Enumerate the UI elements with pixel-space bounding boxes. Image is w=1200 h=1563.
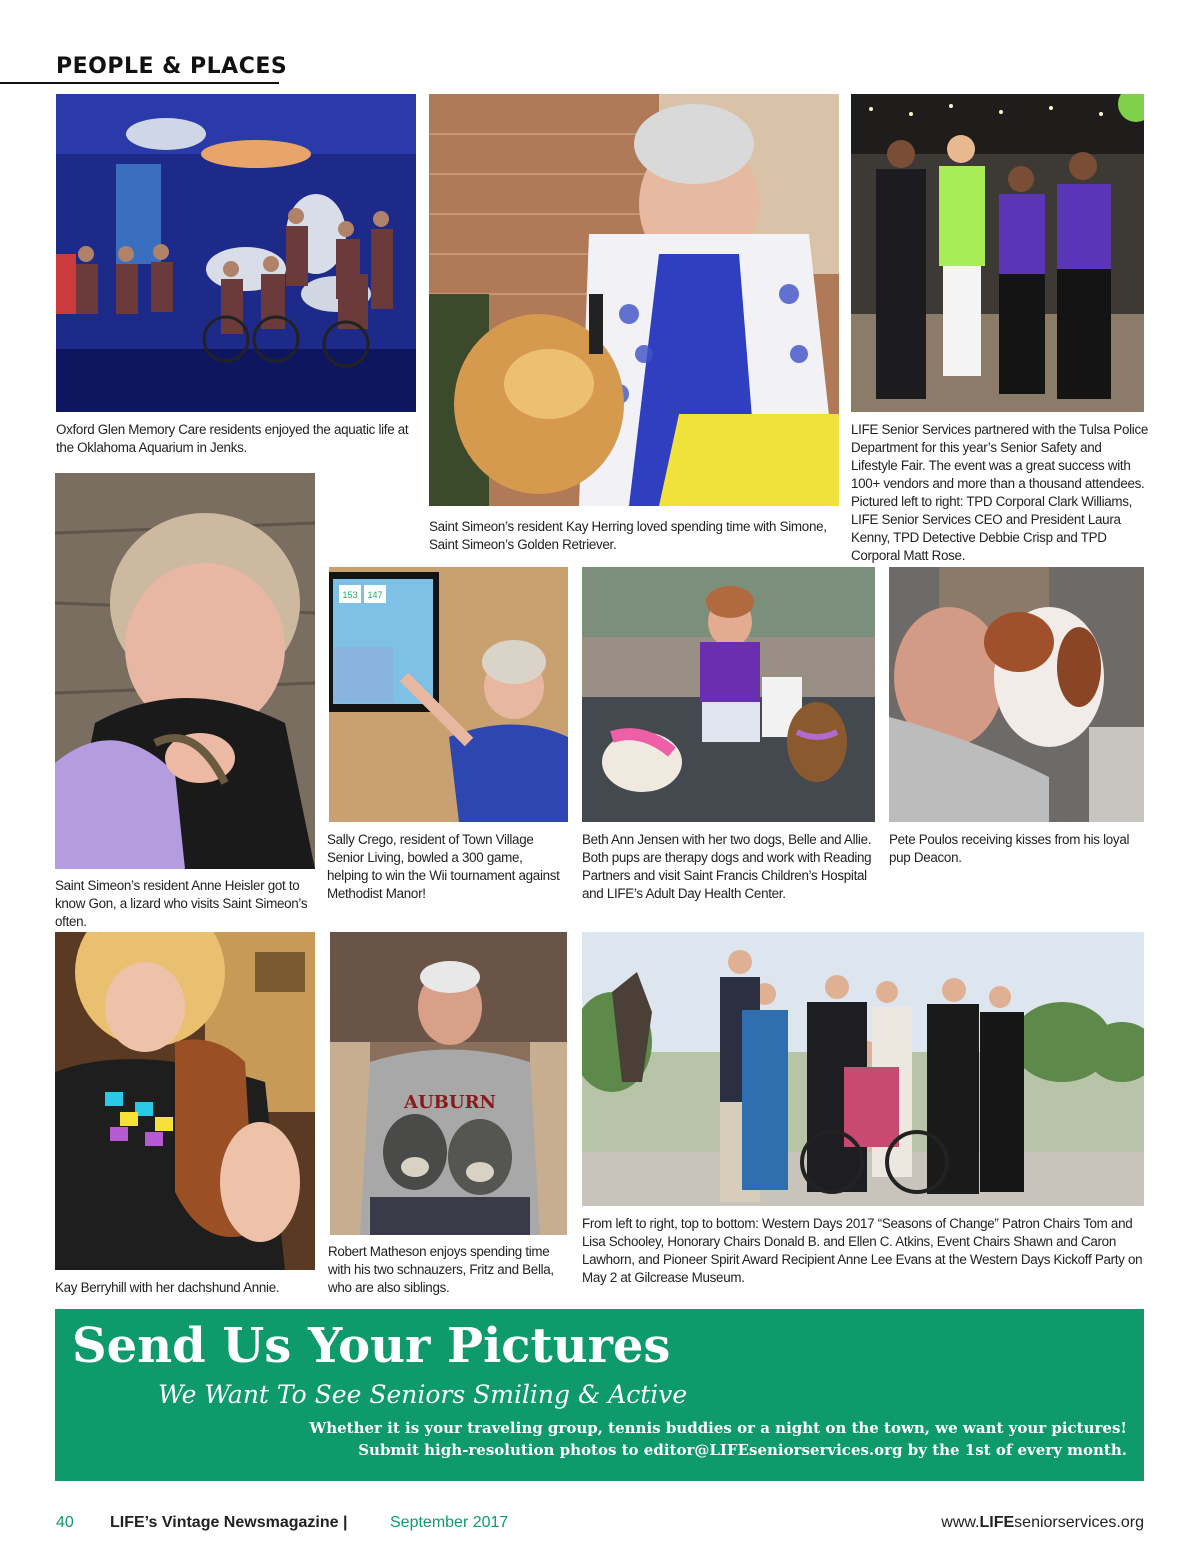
wii-score-1: 153 xyxy=(342,590,358,600)
caption-robert-matheson: Robert Matheson enjoys spending time with his two schnauzers, Fritz and Bella, who are also siblings. xyxy=(328,1244,554,1295)
photo-robert-matheson xyxy=(330,932,567,1235)
photo-western-days xyxy=(582,932,1144,1206)
url-bold: LIFE xyxy=(979,1514,1015,1531)
url-prefix: www. xyxy=(941,1514,980,1531)
banner-headline: Send Us Your Pictures xyxy=(72,1318,671,1374)
photo-pete-poulos xyxy=(889,567,1144,822)
magazine-name: LIFE’s Vintage Newsmagazine | xyxy=(110,1514,348,1531)
caption-pete-poulos: Pete Poulos receiving kisses from his loyal pup Deacon. xyxy=(889,832,1130,865)
wii-score-2: 147 xyxy=(367,590,383,600)
website-url[interactable] xyxy=(941,1514,1144,1532)
photo-anne-heisler xyxy=(55,473,315,869)
caption-kay-berryhill: Kay Berryhill with her dachshund Annie. xyxy=(55,1280,280,1295)
caption-kay-herring: Saint Simeon’s resident Kay Herring loved spending time with Simone, Saint Simeon’s Golden Retriever. xyxy=(429,519,827,552)
section-title-rule xyxy=(0,82,279,84)
photo-kay-berryhill xyxy=(55,932,315,1270)
caption-anne-heisler: Saint Simeon’s resident Anne Heisler got to know Gon, a lizard who visits Saint Simeon’s often. xyxy=(55,878,308,929)
caption-tulsa-police: LIFE Senior Services partnered with the Tulsa Police Department for this year’s Senior Safety and Lifestyle Fair. The event was a great success with 100+ vendors and more than a thousand attendees. Pictured left to right: TPD Corporal Clark Williams, LIFE Senior Services CEO and President Laura Kenny, TPD Detective Debbie Crisp and TPD Corporal Matt Rose. xyxy=(851,422,1149,563)
banner-subheadline: We Want To See Seniors Smiling & Active xyxy=(158,1380,688,1409)
url-suffix: seniorservices.org xyxy=(1014,1514,1144,1531)
photo-beth-ann xyxy=(582,567,875,822)
section-title: PEOPLE & PLACES xyxy=(56,54,288,79)
auburn-shirt-text: AUBURN xyxy=(404,1092,496,1113)
photo-sally-crego xyxy=(329,567,568,822)
photo-aquarium xyxy=(56,94,416,412)
banner-line-2: Submit high-resolution photos to editor@LIFEseniorservices.org by the 1st of every month. xyxy=(358,1441,1127,1459)
photo-kay-herring xyxy=(429,94,839,506)
caption-sally-crego: Sally Crego, resident of Town Village Senior Living, bowled a 300 game, helping to win the Wii tournament against Methodist Manor! xyxy=(327,832,560,901)
caption-beth-ann: Beth Ann Jensen with her two dogs, Belle and Allie. Both pups are therapy dogs and work with Reading Partners and visit Saint Francis Children’s Hospital and LIFE’s Adult Day Health Center. xyxy=(582,832,872,901)
banner-line-1: Whether it is your traveling group, tennis buddies or a night on the town, we want your pictures! xyxy=(309,1419,1127,1437)
page-number: 40 xyxy=(56,1514,74,1531)
caption-western-days: From left to right, top to bottom: Western Days 2017 “Seasons of Change” Patron Chairs Tom and Lisa Schooley, Honorary Chairs Donald B. and Ellen C. Atkins, Event Chairs Shawn and Caron Lawhorn, and Pioneer Spirit Award Recipient Anne Lee Evans at the Western Days Kickoff Party on May 2 at Gilcrease Museum. xyxy=(582,1216,1143,1285)
issue-date: September 2017 xyxy=(390,1514,509,1531)
caption-aquarium: Oxford Glen Memory Care residents enjoyed the aquatic life at the Oklahoma Aquarium in Jenks. xyxy=(56,422,409,455)
photo-tulsa-police xyxy=(851,94,1144,412)
